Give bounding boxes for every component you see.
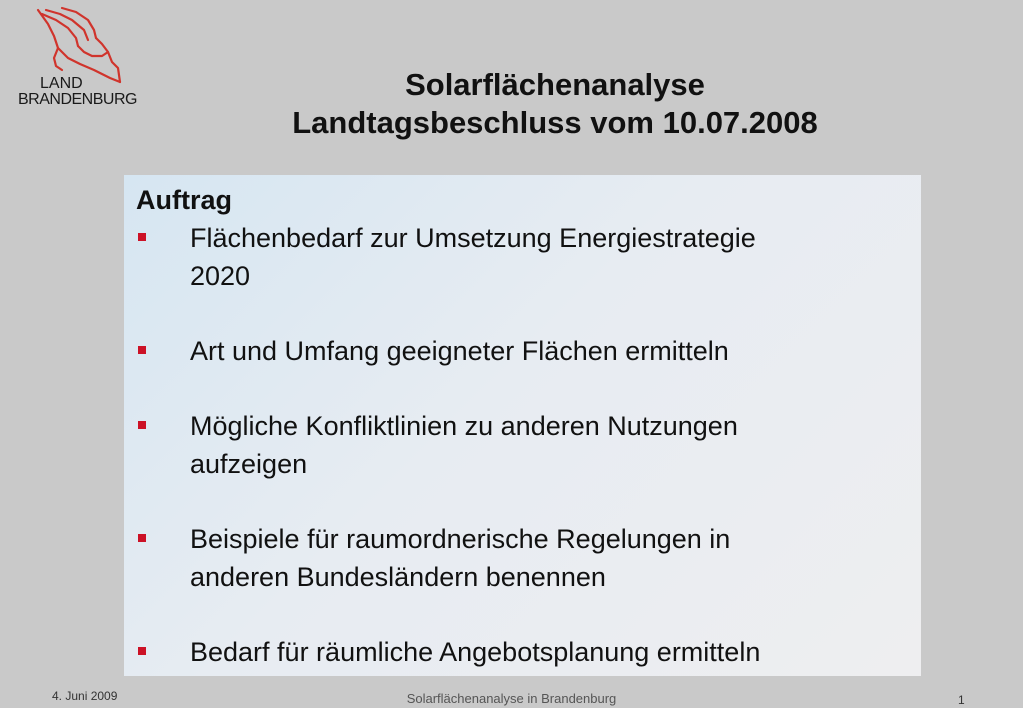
- bullet-item: [136, 407, 909, 483]
- bullet-text-line-1: Flächenbedarf zur Umsetzung Energiestrategie: [190, 223, 756, 253]
- content-heading: Auftrag: [136, 185, 232, 215]
- title-line-1: Solarflächenanalyse: [405, 67, 705, 102]
- land-brandenburg-logo: [14, 6, 154, 116]
- bullet-text-line-1: Art und Umfang geeigneter Flächen ermitteln: [190, 336, 729, 366]
- bullet-item: [136, 520, 909, 596]
- logo-line-land: LAND: [40, 75, 83, 92]
- bullet-item: [136, 332, 909, 370]
- red-square-bullet-icon: [138, 233, 146, 241]
- bullet-text-line-2: anderen Bundesländern benennen: [190, 562, 606, 592]
- page-number: 1: [958, 693, 965, 707]
- red-square-bullet-icon: [138, 534, 146, 542]
- content-box: [124, 175, 921, 676]
- bullet-text-line-1: Mögliche Konfliktlinien zu anderen Nutzungen: [190, 411, 738, 441]
- bullet-text-line-2: 2020: [190, 261, 251, 291]
- bullet-list: [136, 219, 909, 671]
- red-square-bullet-icon: [138, 421, 146, 429]
- bullet-item: [136, 633, 909, 671]
- footer-title: Solarflächenanalyse in Brandenburg: [406, 691, 617, 706]
- logo-text: [18, 76, 158, 108]
- bullet-text-line-2: aufzeigen: [190, 449, 308, 479]
- red-square-bullet-icon: [138, 346, 146, 354]
- slide-title: [200, 66, 910, 142]
- bullet-text-line-1: Bedarf für räumliche Angebotsplanung ermitteln: [190, 637, 761, 667]
- bullet-text-line-1: Beispiele für raumordnerische Regelungen in: [190, 524, 731, 554]
- title-line-2: Landtagsbeschluss vom 10.07.2008: [292, 105, 818, 140]
- red-eagle-icon: [32, 6, 132, 86]
- red-square-bullet-icon: [138, 647, 146, 655]
- logo-line-brandenburg: BRANDENBURG: [18, 91, 137, 108]
- footer-date: 4. Juni 2009: [52, 689, 118, 703]
- bullet-item: [136, 219, 909, 295]
